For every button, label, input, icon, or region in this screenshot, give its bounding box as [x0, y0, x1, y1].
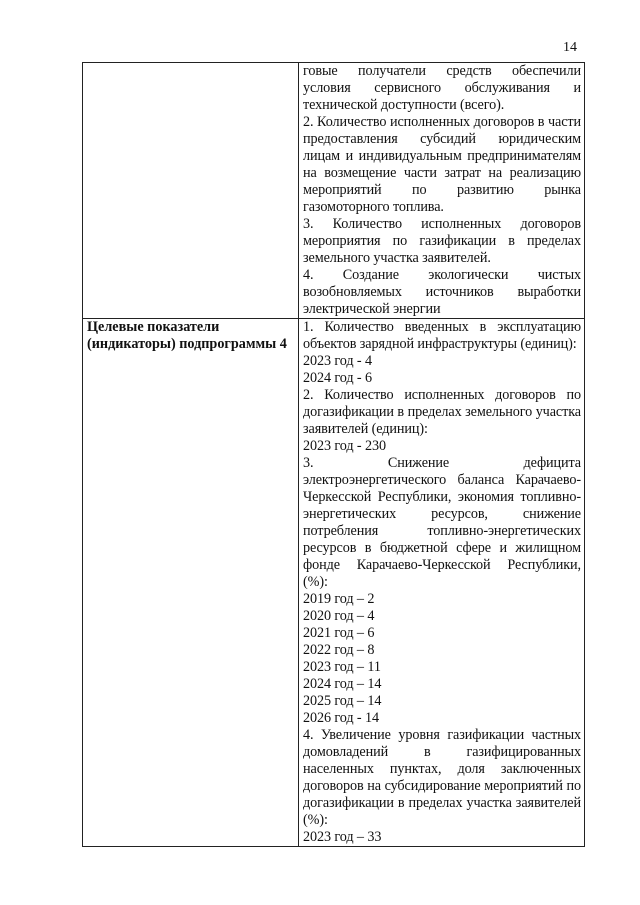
indicator-line: 2025 год – 14 — [303, 693, 382, 709]
indicator-line: 2. Количество исполненных договоров по догазификации в пределах земельного участка заявителей (единиц): — [303, 387, 581, 437]
page-number: 14 — [563, 40, 577, 55]
indicator-line: 2024 год – 14 — [303, 676, 382, 692]
result-paragraph: 3. Количество исполненных договоров мероприятия по газификации в пределах земельного участка заявителей. — [303, 216, 581, 266]
indicator-line: 3. Снижение дефицита электроэнергетического баланса Карачаево-Черкесской Республики, экономия топливно-энергетических ресурсов, снижение потребления топливно-энергетических ресурсов в бюджетной сфере и жилищном фонде Карачаево-Черкесской Республики, (%): — [303, 455, 581, 590]
indicator-line: 2024 год - 6 — [303, 370, 373, 386]
indicator-line: 2026 год - 14 — [303, 710, 379, 726]
result-paragraph: говые получатели средств обеспечили условия сервисного обслуживания и технической доступности (всего). — [303, 63, 581, 113]
table-cell-indicators — [299, 319, 585, 847]
indicator-line: 2023 год - 230 — [303, 438, 386, 454]
table-cell-results — [299, 63, 585, 319]
result-paragraph: 2. Количество исполненных договоров в части предоставления субсидий юридическим лицам и индивидуальным предпринимателям на возмещение части затрат на реализацию мероприятий по развитию рынка газомоторного топлива. — [303, 114, 581, 215]
indicator-line: 2022 год – 8 — [303, 642, 375, 658]
indicator-line: 2023 год – 33 — [303, 829, 382, 845]
indicator-line: 4. Увеличение уровня газификации частных домовладений в газифицированных населенных пунктах, доля заключенных договоров на субсидирование мероприятий по догазификации в пределах участка заявителей (%): — [303, 727, 581, 828]
table-row — [83, 63, 585, 319]
indicators-table — [82, 62, 585, 847]
indicator-line: 2023 год – 11 — [303, 659, 381, 675]
result-paragraph: 4. Создание экологически чистых возобновляемых источников выработки электрической энергии — [303, 267, 581, 317]
table-row — [83, 319, 585, 847]
indicator-line: 2023 год - 4 — [303, 353, 373, 369]
indicator-line: 2020 год – 4 — [303, 608, 375, 624]
row-title-indicators: Целевые показатели (индикаторы) подпрограммы 4 — [83, 319, 299, 847]
indicator-line: 2021 год – 6 — [303, 625, 375, 641]
table-cell-empty — [83, 63, 299, 319]
indicator-line: 2019 год – 2 — [303, 591, 375, 607]
indicator-line: 1. Количество введенных в эксплуатацию объектов зарядной инфраструктуры (единиц): — [303, 319, 581, 352]
